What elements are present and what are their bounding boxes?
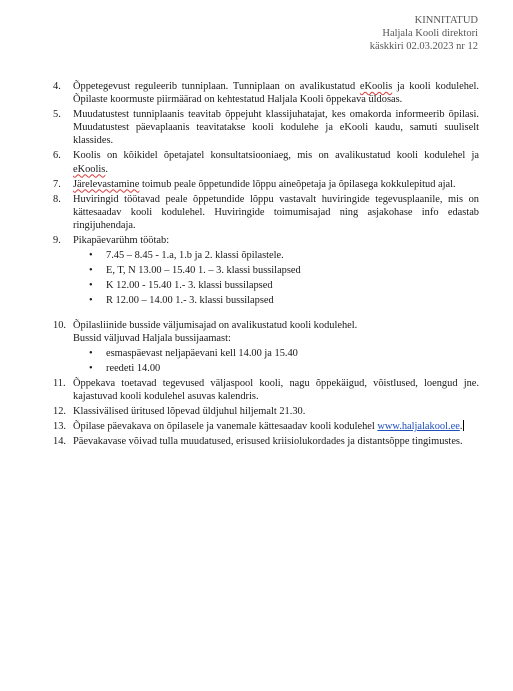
bullet-icon: • (89, 295, 93, 307)
item-number: 10. (53, 319, 66, 331)
item-text: Järelevastamine toimub peale õppetundide lõppu aineõpetaja ja õpilasega kokkulepitud ajal. (73, 178, 456, 190)
list-item-5 (53, 108, 479, 147)
item-number: 4. (53, 81, 61, 92)
list-item-11 (53, 377, 479, 403)
list-item-8 (53, 193, 479, 232)
list-item-6 (53, 149, 479, 175)
item-number: 12. (53, 406, 66, 418)
list-item-14 (53, 435, 479, 448)
header-director: Haljala Kooli direktori (382, 28, 478, 39)
item-number: 11. (53, 377, 66, 389)
bullet-item: • esmaspäevast neljapäevani kell 14.00 ja 15.40 (89, 347, 298, 359)
item-text: Õpilasliinide busside väljumisajad on avalikustatud kooli kodulehel. (73, 319, 358, 331)
school-website-link[interactable]: www.haljalakool.ee (377, 421, 460, 433)
bullet-icon: • (89, 362, 93, 374)
bullet-item: • 7.45 – 8.45 - 1.a, 1.b ja 2. klassi õpilastele. (89, 250, 284, 262)
bullet-icon: • (89, 347, 93, 359)
list-item-12 (53, 405, 479, 418)
bullet-icon: • (89, 250, 93, 262)
spellcheck-word: eKoolis (73, 163, 106, 175)
item-number: 6. (53, 150, 61, 162)
item-text: Klassivälised üritused lõpevad üldjuhul hiljemalt 21.30. (73, 406, 306, 418)
item-number: 7. (53, 178, 61, 190)
item-text: Õppekava toetavad tegevused väljaspool kooli, nagu õppekäigud, võistlused, loengud jne. kajastuvad kooli kodulehel asuvas kalendris. (73, 377, 479, 402)
item-number: 14. (53, 436, 66, 448)
header-decree: käskkiri 02.03.2023 nr 12 (369, 41, 478, 52)
text-cursor (463, 420, 464, 431)
bullet-icon: • (89, 280, 93, 292)
bus-bullets (73, 347, 479, 375)
blank-line (53, 310, 479, 319)
list-item-7 (53, 178, 479, 191)
spellcheck-word: Järelevastamine (73, 178, 140, 190)
bullet-item: • reedeti 14.00 (89, 362, 161, 374)
approval-header (370, 14, 478, 53)
header-approved: KINNITATUD (414, 15, 478, 26)
bullet-item: • E, T, N 13.00 – 15.40 1. – 3. klassi bussilapsed (89, 265, 301, 277)
item-number: 13. (53, 421, 66, 433)
list-item-13 (53, 420, 479, 433)
item-text: Huviringid töötavad peale õppetundide lõppu vastavalt huviringide tegevusplaanile, mis on kättesaadav kooli kodulehel. Huviringide toimumisajad ning asjakohase info edastab ringijuhendaja. (73, 193, 479, 231)
item-text: Õppetegevust reguleerib tunniplaan. Tunniplaan on avalikustatud eKoolis ja kooli kodulehel. Õpilaste koormuste piirmäärad on kehtestatud Haljala Kooli õppekava üldosas. (73, 81, 479, 106)
list-item-10 (53, 319, 479, 375)
document-body (53, 80, 479, 450)
list-item-9 (53, 234, 479, 307)
item-number: 9. (53, 235, 61, 247)
item-number: 8. (53, 193, 61, 205)
schedule-bullets (73, 249, 479, 307)
item-text: Päevakavase võivad tulla muudatused, erisused kriisiolukordades ja distantsõppe tingimustes. (73, 436, 463, 448)
bullet-item: • R 12.00 – 14.00 1.- 3. klassi bussilapsed (89, 295, 274, 307)
spellcheck-word: eKoolis (359, 81, 393, 92)
list-item-4 (53, 80, 479, 106)
item-text-secondary: Bussid väljuvad Haljala bussijaamast: (73, 332, 231, 344)
item-text: Pikapäevarühm töötab: (73, 235, 170, 247)
item-text: Koolis on kõikidel õpetajatel konsultatsiooniaeg, mis on avalikustatud kooli kodulehel ja eKoolis. (73, 150, 479, 175)
bullet-icon: • (89, 265, 93, 277)
item-text: Õpilase päevakava on õpilasele ja vanemale kättesaadav kooli kodulehel www.haljalakool.ee. (73, 421, 463, 433)
item-text: Muudatustest tunniplaanis teavitab õppejuht klassijuhatajat, kes omakorda informeerib õpilasi. Muudatustest päevaplaanis teavitatakse kooli kodulehe ja eKooli kaudu, samuti suuliselt klassides. (73, 109, 479, 147)
item-number: 5. (53, 109, 61, 121)
bullet-item: • K 12.00 - 15.40 1.- 3. klassi bussilapsed (89, 280, 273, 292)
